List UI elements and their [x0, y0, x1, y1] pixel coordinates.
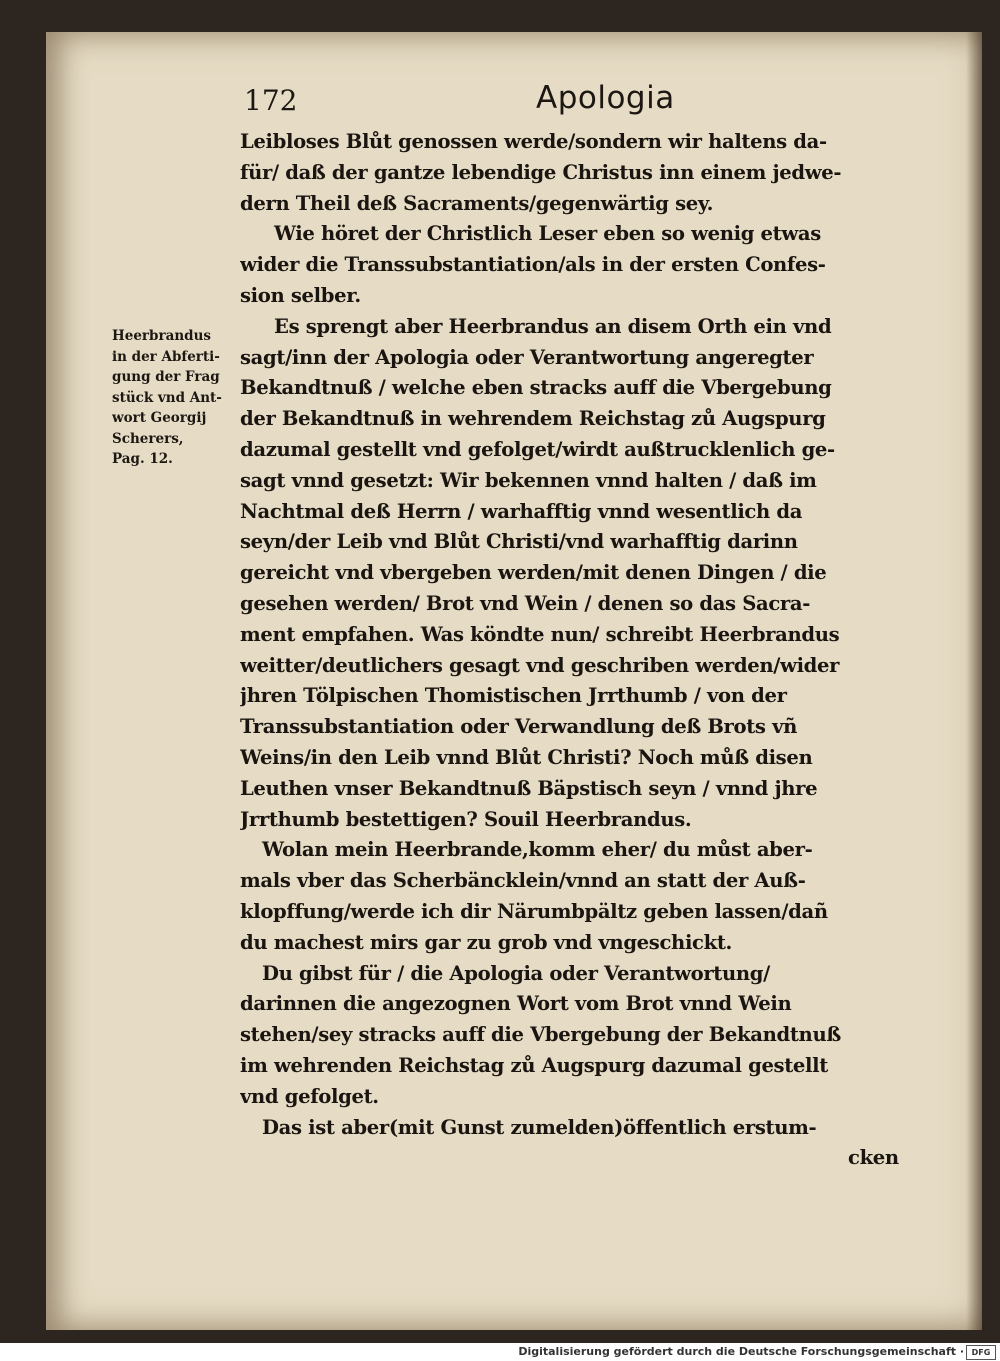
- text-line: sagt/inn der Apologia oder Verantwortung angeregter: [240, 345, 814, 369]
- marginal-note-line: wort Georgij: [112, 410, 207, 426]
- marginal-note-line: stück vnd Ant-: [112, 389, 222, 406]
- text-line: gesehen werden/ Brot vnd Wein / denen so das Sacra-: [240, 591, 811, 615]
- text-line: im wehrenden Reichstag zů Augspurg dazumal gestellt: [240, 1053, 828, 1077]
- text-line: sion selber.: [240, 283, 361, 307]
- page-header: [244, 80, 884, 120]
- text-line: klopffung/werde ich dir Närumbpältz geben lassen/dañ: [240, 899, 828, 923]
- text-line: seyn/der Leib vnd Blůt Christi/vnd warhafftig darinn: [240, 530, 798, 554]
- text-line: weitter/deutlichers gesagt vnd geschriben werden/wider: [240, 653, 840, 677]
- digitization-footer: [0, 1343, 1000, 1361]
- text-line: Jrrthumb bestettigen? Souil Heerbrandus.: [240, 807, 692, 831]
- text-line: vnd gefolget.: [240, 1084, 379, 1108]
- text-line: wider die Transsubstantiation/als in der ersten Confes-: [240, 253, 826, 277]
- text-line: dern Theil deß Sacraments/gegenwärtig sey.: [240, 191, 714, 215]
- page-number: 172: [244, 84, 298, 117]
- running-head: Apologia: [536, 80, 675, 116]
- text-line: du machest mirs gar zu grob vnd vngeschickt.: [240, 930, 733, 954]
- text-line: Du gibst für / die Apologia oder Verantwortung/: [262, 961, 770, 985]
- text-line: Bekandtnuß / welche eben stracks auff die Vbergebung: [240, 376, 832, 400]
- marginal-note-line: gung der Frag: [112, 369, 220, 385]
- text-line: stehen/sey stracks auff die Vbergebung der Bekandtnuß: [240, 1023, 841, 1047]
- text-line: jhren Tölpischen Thomistischen Jrrthumb / von der: [240, 684, 787, 708]
- marginal-note-line: in der Abferti-: [112, 348, 220, 365]
- text-line: mals vber das Scherbäncklein/vnnd an statt der Auß-: [240, 869, 806, 893]
- text-line: für/ daß der gantze lebendige Christus inn einem jedwe-: [240, 160, 842, 184]
- marginal-note: [112, 326, 240, 470]
- text-line: Nachtmal deß Herrn / warhafftig vnnd wesentlich da: [240, 499, 803, 523]
- text-line: Weins/in den Leib vnnd Blůt Christi? Noch můß disen: [240, 745, 813, 769]
- text-line: Das ist aber(mit Gunst zumelden)öffentlich erstum-: [262, 1115, 817, 1139]
- text-line: gereicht vnd vbergeben werden/mit denen Dingen / die: [240, 561, 827, 585]
- footer-credit: Digitalisierung gefördert durch die Deutsche Forschungsgemeinschaft ·: [518, 1345, 964, 1358]
- text-line: darinnen die angezognen Wort vom Brot vnnd Wein: [240, 992, 792, 1016]
- text-line: Transsubstantiation oder Verwandlung deß Brots vñ: [240, 715, 798, 739]
- marginal-note-line: Scherers,: [112, 430, 184, 447]
- dfg-logo: DFG: [966, 1345, 996, 1360]
- catchword: cken: [848, 1146, 899, 1170]
- text-line: ment empfahen. Was köndte nun/ schreibt Heerbrandus: [240, 622, 840, 646]
- marginal-note-line: Heerbrandus: [112, 328, 212, 344]
- text-line: dazumal gestellt vnd gefolget/wirdt außtrucklenlich ge-: [240, 437, 835, 461]
- text-line: sagt vnnd gesetzt: Wir bekennen vnnd halten / daß im: [240, 468, 817, 492]
- marginal-note-line: Pag. 12.: [112, 451, 173, 467]
- text-line: Leibloses Blůt genossen werde/sondern wir haltens da-: [240, 130, 827, 153]
- text-line: der Bekandtnuß in wehrendem Reichstag zů Augspurg: [240, 407, 826, 431]
- body-text: [240, 127, 912, 1174]
- text-line: Es sprengt aber Heerbrandus an disem Orth ein vnd: [274, 314, 832, 338]
- text-line: Leuthen vnser Bekandtnuß Bäpstisch seyn / vnnd jhre: [240, 776, 818, 800]
- text-line: Wolan mein Heerbrande,komm eher/ du můst aber-: [262, 838, 813, 862]
- text-line: Wie höret der Christlich Leser eben so wenig etwas: [274, 222, 821, 246]
